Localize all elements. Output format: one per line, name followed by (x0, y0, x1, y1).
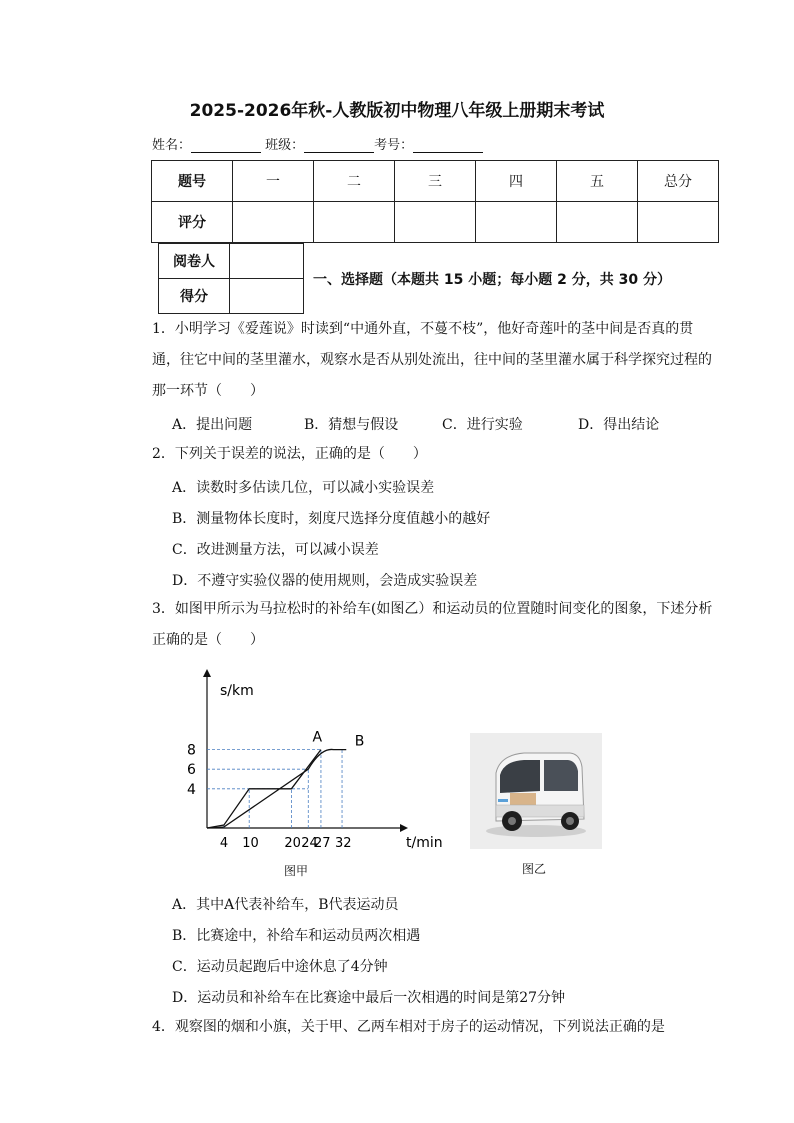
score-col-3: 三 (395, 161, 476, 202)
y-axis-label: s/km (220, 683, 254, 699)
score-col-total: 总分 (638, 161, 719, 202)
exam-title: 2025-2026年秋-人教版初中物理八年级上册期末考试 (189, 101, 605, 121)
score-table (151, 160, 719, 243)
supply-vehicle-image (470, 733, 602, 849)
score-row-label: 评分 (152, 202, 233, 243)
series-label-b: B (354, 733, 365, 750)
question-1: 1．小明学习《爱莲说》时读到“中通外直，不蔓不枝”，他好奇莲叶的茎中间是否真的贯通，往它中间的茎里灌水，观察水是否从别处流出，往中间的茎里灌水属于科学探究过程的那一环节（ ） (152, 321, 712, 399)
q1-option-b: B．猜想与假设 (304, 417, 399, 433)
x-tick-label: 27 (313, 836, 331, 851)
score-cell (314, 202, 395, 243)
y-tick-label: 4 (187, 781, 196, 798)
question-2: 2．下列关于误差的说法，正确的是（ ） (152, 446, 427, 462)
x-axis-label: t/min (406, 835, 443, 851)
id-blank[interactable] (413, 140, 483, 153)
class-blank[interactable] (304, 140, 374, 153)
q3-option-c: C．运动员起跑后中途休息了4分钟 (172, 959, 388, 975)
score-cell (557, 202, 638, 243)
score-value-row (152, 202, 719, 243)
x-tick-label: 20 (284, 836, 301, 851)
x-tick-label: 10 (242, 836, 259, 851)
score-cell (476, 202, 557, 243)
q2-option-b: B．测量物体长度时，刻度尺选择分度值越小的越好 (172, 511, 491, 527)
id-label: 考号： (374, 138, 414, 153)
score-header-row (152, 161, 719, 202)
x-tick-label: 32 (335, 836, 352, 851)
y-axis-arrow (203, 669, 211, 677)
section-title: 一、选择题（本题共 15 小题；每小题 2 分，共 30 分） (313, 272, 671, 288)
q3-option-a: A．其中A代表补给车，B代表运动员 (172, 897, 399, 913)
score-cell (638, 202, 719, 243)
grader-score-label: 得分 (159, 279, 230, 314)
grader-table (158, 243, 304, 314)
score-cell (233, 202, 314, 243)
q1-option-a: A．提出问题 (172, 417, 253, 433)
reader-cell (230, 244, 304, 279)
q2-option-a: A．读数时多估读几位，可以减小实验误差 (172, 480, 435, 496)
x-tick-label: 24 (301, 836, 318, 851)
name-blank[interactable] (191, 140, 261, 153)
figure-caption-right: 图乙 (522, 862, 547, 876)
score-col-5: 五 (557, 161, 638, 202)
x-axis-arrow (400, 824, 408, 832)
score-cell (395, 202, 476, 243)
q2-option-d: D．不遵守实验仪器的使用规则，会造成实验误差 (172, 573, 478, 589)
figure-caption-left: 图甲 (284, 864, 309, 878)
question-4: 4．观察图的烟和小旗，关于甲、乙两车相对于房子的运动情况，下列说法正确的是 (152, 1019, 665, 1035)
name-label: 姓名： (152, 138, 192, 153)
x-tick-label: 4 (219, 836, 229, 851)
class-label: 班级： (265, 138, 305, 153)
q3-option-d: D．运动员和补给车在比赛途中最后一次相遇的时间是第27分钟 (172, 990, 566, 1006)
reader-label: 阅卷人 (159, 244, 230, 279)
y-tick-label: 8 (187, 742, 196, 759)
question-3: 3．如图甲所示为马拉松时的补给车(如图乙）和运动员的位置随时间变化的图象，下述分析正确的是（ ） (152, 601, 713, 648)
q1-option-c: C．进行实验 (442, 417, 523, 433)
position-time-chart (187, 665, 460, 865)
q3-option-b: B．比赛途中，补给车和运动员两次相遇 (172, 928, 421, 944)
q2-option-c: C．改进测量方法，可以减小误差 (172, 542, 379, 558)
score-header-label: 题号 (152, 161, 233, 202)
score-col-4: 四 (476, 161, 557, 202)
student-info-line (152, 134, 483, 153)
score-col-2: 二 (314, 161, 395, 202)
q1-option-d: D．得出结论 (578, 417, 660, 433)
grader-score-cell (230, 279, 304, 314)
y-tick-label: 6 (187, 762, 196, 779)
series-label-a: A (312, 729, 323, 746)
score-col-1: 一 (233, 161, 314, 202)
